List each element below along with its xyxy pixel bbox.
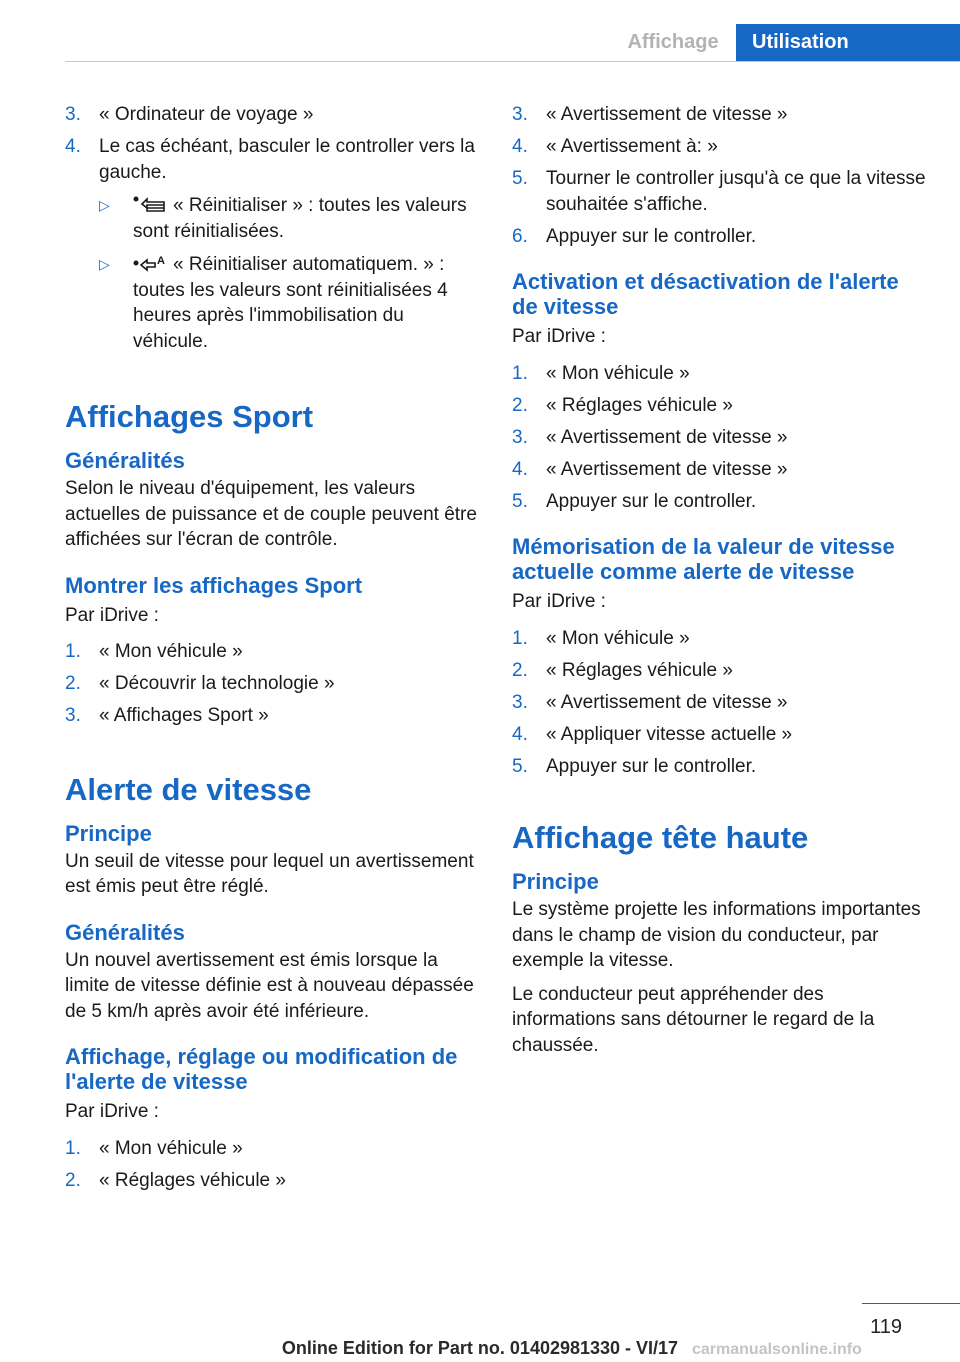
paragraph: Par iDrive : <box>512 591 606 612</box>
steps-list-memorisation <box>512 626 926 780</box>
subheading-principe: Principe <box>512 869 599 894</box>
sub-options-list <box>99 193 479 354</box>
list-text: « Avertissement à: » <box>546 136 718 157</box>
steps-list-avertissement <box>512 102 926 249</box>
list-number: 3. <box>512 426 528 448</box>
list-item <box>65 102 479 128</box>
list-text: « Affichages Sport » <box>99 705 269 726</box>
page-number: 119 <box>870 1316 902 1338</box>
list-item <box>512 166 926 217</box>
steps-list-sport <box>65 639 479 729</box>
list-item <box>512 690 926 716</box>
list-text: Le cas échéant, basculer le controller vers la gauche. <box>99 136 475 183</box>
left-column <box>65 102 479 1200</box>
list-text: « Mon véhicule » <box>99 641 243 662</box>
list-item <box>512 658 926 684</box>
list-text: « Réglages véhicule » <box>99 1169 286 1191</box>
list-item <box>512 134 926 160</box>
list-item <box>65 639 479 665</box>
sub-item <box>99 193 479 244</box>
subheading-generalites: Généralités <box>65 919 185 945</box>
list-text: « Mon véhicule » <box>99 1137 243 1159</box>
list-text: Tourner le controller jusqu'à ce que la vitesse souhaitée s'affiche. <box>546 168 926 215</box>
section-heading-affichages-sport: Affichages Sport <box>65 399 314 434</box>
paragraph: Par iDrive : <box>65 1101 159 1122</box>
paragraph: Un nouvel avertissement est émis lorsque la limite de vitesse définie est à nouveau dépassée de 5 km/h après avoir été inférieure. <box>65 949 474 1022</box>
list-item <box>512 393 926 419</box>
list-item <box>512 626 926 652</box>
triangle-bullet-icon: ▷ <box>99 197 110 213</box>
list-item <box>512 224 926 250</box>
tab-affichage[interactable]: Affichage <box>627 31 719 53</box>
list-number: 3. <box>512 691 528 713</box>
paragraph: Par iDrive : <box>65 604 159 626</box>
list-text: « Réglages véhicule » <box>546 659 733 681</box>
svg-text:A: A <box>157 255 165 267</box>
list-item <box>65 703 479 729</box>
sub-text: « Réinitialiser » : toutes les valeurs sont réinitialisées. <box>133 195 467 242</box>
list-text: Appuyer sur le controller. <box>546 490 757 512</box>
list-item <box>512 457 926 483</box>
list-number: 2. <box>65 1169 81 1191</box>
list-text: « Mon véhicule » <box>546 627 690 649</box>
list-item <box>65 671 479 697</box>
list-number: 4. <box>512 136 528 157</box>
list-number: 5. <box>512 490 528 512</box>
list-number: 3. <box>65 705 81 726</box>
list-number: 4. <box>65 136 81 157</box>
paragraph: Le système projette les informations importantes dans le champ de vision du conducteur, par exemple la vitesse. <box>512 899 921 971</box>
subheading-activation: Activation et désactivation de l'alerte de vitesse <box>512 269 899 319</box>
list-number: 6. <box>512 225 528 247</box>
watermark: carmanualsonline.info <box>692 1341 862 1358</box>
subheading-generalites: Généralités <box>65 448 185 473</box>
list-number: 1. <box>512 362 528 384</box>
list-item <box>512 425 926 451</box>
list-text: Appuyer sur le controller. <box>546 755 757 777</box>
list-number: 1. <box>512 627 528 649</box>
list-item <box>65 1168 479 1194</box>
list-text: « Avertissement de vitesse » <box>546 104 788 125</box>
steps-list-alerte <box>65 1136 479 1194</box>
list-number: 1. <box>65 1137 81 1159</box>
list-number: 2. <box>512 659 528 681</box>
subheading-principe: Principe <box>65 820 152 846</box>
list-item <box>65 134 479 354</box>
list-number: 1. <box>65 641 81 662</box>
list-text: « Avertissement de vitesse » <box>546 691 788 713</box>
list-text: « Appliquer vitesse actuelle » <box>546 723 793 745</box>
paragraph: Le conducteur peut appréhender des informations sans détourner le regard de la chaussée. <box>512 983 875 1056</box>
list-text: « Avertissement de vitesse » <box>546 426 788 448</box>
section-heading-alerte-de-vitesse: Alerte de vitesse <box>65 771 312 807</box>
list-item <box>512 102 926 128</box>
paragraph: Par iDrive : <box>512 326 606 347</box>
list-text: « Avertissement de vitesse » <box>546 458 788 480</box>
list-number: 4. <box>512 458 528 480</box>
list-number: 4. <box>512 723 528 745</box>
subheading-memorisation: Mémorisation de la valeur de vitesse actuelle comme alerte de vitesse <box>512 534 895 584</box>
section-heading-affichage-tete-haute: Affichage tête haute <box>512 820 809 855</box>
list-item <box>65 1136 479 1162</box>
paragraph: Un seuil de vitesse pour lequel un avertissement est émis peut être réglé. <box>65 850 474 897</box>
list-item <box>512 722 926 748</box>
list-item <box>512 361 926 387</box>
list-number: 3. <box>65 104 81 125</box>
list-number: 5. <box>512 168 528 189</box>
list-number: 3. <box>512 104 528 125</box>
sub-text: « Réinitialiser automatiquem. » : toutes les valeurs sont réinitialisées 4 heures après l'immobilisation du véhicule. <box>133 254 448 352</box>
steps-list-trip <box>65 102 479 354</box>
reset-icon <box>133 195 167 213</box>
list-text: « Ordinateur de voyage » <box>99 104 314 125</box>
list-text: Appuyer sur le controller. <box>546 225 757 247</box>
footer-divider <box>862 1303 960 1304</box>
edition-footer: Online Edition for Part no. 01402981330 - VI/17 <box>281 1338 679 1358</box>
list-text: « Réglages véhicule » <box>546 394 733 416</box>
right-column <box>512 102 926 1058</box>
auto-reset-icon <box>133 254 167 272</box>
triangle-bullet-icon: ▷ <box>99 256 110 272</box>
steps-list-activation <box>512 361 926 515</box>
list-item <box>512 489 926 515</box>
list-text: « Mon véhicule » <box>546 362 690 384</box>
list-number: 2. <box>65 673 81 694</box>
sub-item <box>99 252 479 354</box>
subheading-montrer-affichages-sport: Montrer les affichages Sport <box>65 572 363 598</box>
list-number: 5. <box>512 755 528 777</box>
list-text: « Découvrir la technologie » <box>99 673 335 694</box>
list-number: 2. <box>512 394 528 416</box>
subheading-affichage-reglage: Affichage, réglage ou modification de l'alerte de vitesse <box>65 1044 458 1094</box>
paragraph: Selon le niveau d'équipement, les valeurs actuelles de puissance et de couple peuvent être affichées sur l'écran de contrôle. <box>65 478 477 550</box>
list-item <box>512 754 926 780</box>
tab-utilisation[interactable]: Utilisation <box>736 24 960 61</box>
header-divider <box>65 61 960 62</box>
